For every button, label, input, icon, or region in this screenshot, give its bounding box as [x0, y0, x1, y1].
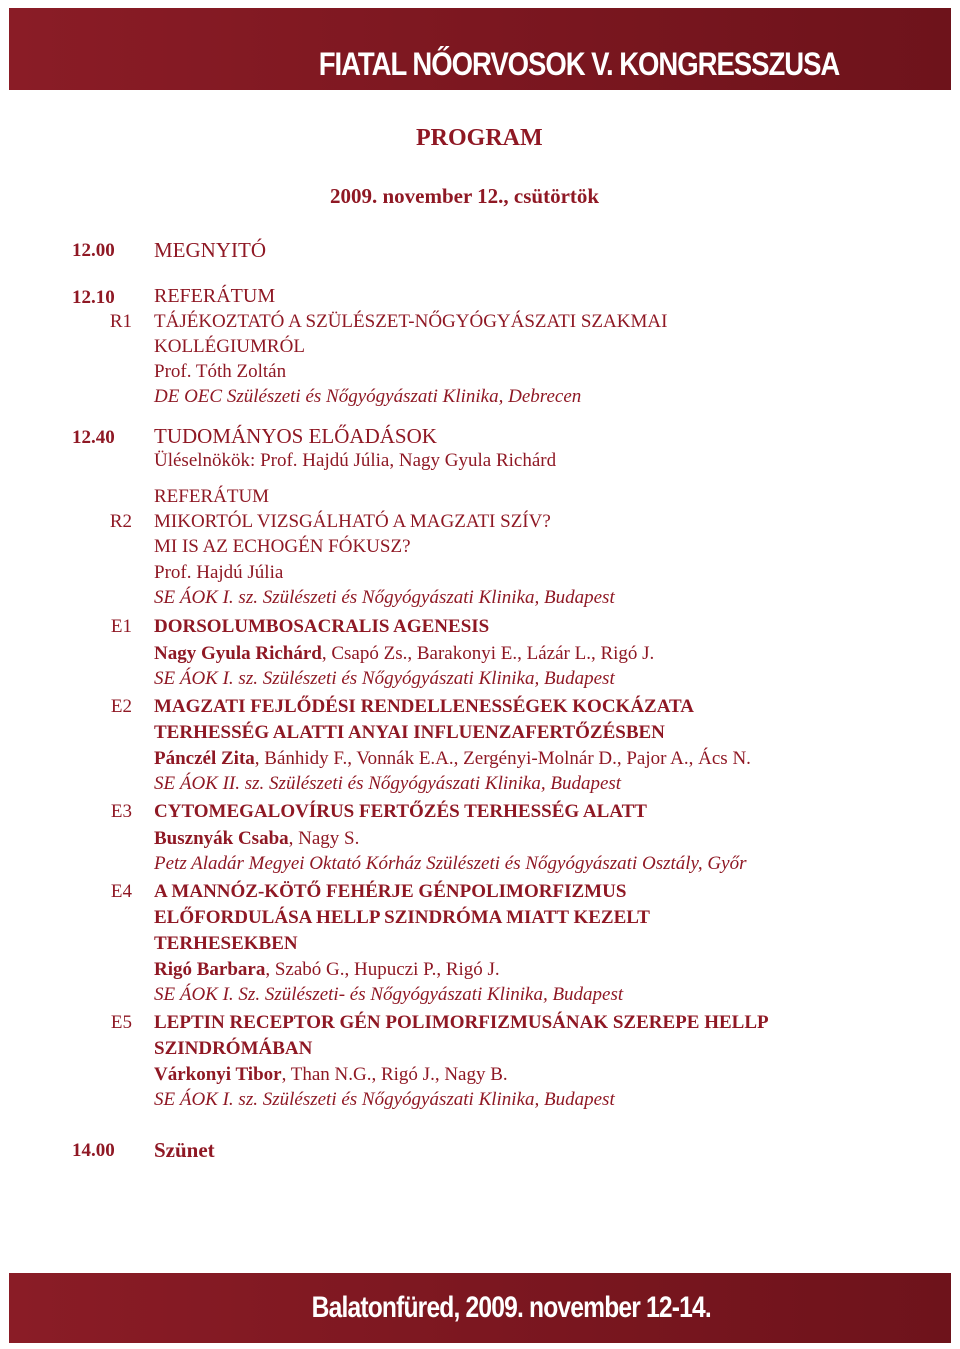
talk-title: A MANNÓZ-KÖTŐ FEHÉRJE GÉNPOLIMORFIZMUS: [154, 881, 627, 902]
talk-code: E3: [110, 801, 132, 822]
session-title: MEGNYITÓ: [154, 238, 266, 262]
program-date: 2009. november 12., csütörtök: [330, 184, 600, 208]
talk-code: E5: [110, 1012, 132, 1033]
talk-title: KOLLÉGIUMRÓL: [154, 336, 305, 357]
talk-affiliation: SE ÁOK II. sz. Szülészeti és Nőgyógyászati Klinika, Budapest: [154, 773, 622, 794]
talk-title: CYTOMEGALOVÍRUS FERTŐZÉS TERHESSÉG ALATT: [154, 801, 647, 822]
footer-banner: [9, 1273, 951, 1343]
coauthors: , Bánhidy F., Vonnák E.A., Zergényi-Molnár D., Pajor A., Ács N.: [254, 748, 751, 769]
talk-title: SZINDRÓMÁBAN: [154, 1038, 313, 1059]
session-chairs: [154, 450, 556, 472]
talk-authors: [154, 959, 500, 981]
presenter: Várkonyi Tibor: [154, 1064, 282, 1085]
talk-speaker: Prof. Hajdú Júlia: [154, 562, 284, 583]
chairs-names: Prof. Hajdú Júlia, Nagy Gyula Richárd: [260, 450, 557, 471]
talk-code: R1: [109, 311, 132, 332]
talk-label: REFERÁTUM: [154, 486, 270, 507]
talk-affiliation: DE OEC Szülészeti és Nőgyógyászati Klinika, Debrecen: [154, 386, 582, 407]
coauthors: , Nagy S.: [288, 828, 360, 849]
coauthors: , Csapó Zs., Barakonyi E., Lázár L., Rigó J.: [321, 643, 655, 664]
talk-code: E2: [110, 696, 132, 717]
session-time: 14.00: [72, 1140, 115, 1161]
talk-title: TERHESEKBEN: [154, 933, 298, 954]
footer-location-date: Balatonfüred, 2009. november 12-14.: [311, 1291, 711, 1324]
talk-title: DORSOLUMBOSACRALIS AGENESIS: [154, 616, 490, 637]
talk-authors: [154, 643, 654, 665]
talk-affiliation: Petz Aladár Megyei Oktató Kórház Szülészeti és Nőgyógyászati Osztály, Győr: [154, 853, 747, 874]
session-label: REFERÁTUM: [154, 285, 276, 307]
session-title: Szünet: [154, 1138, 215, 1162]
session-title: TUDOMÁNYOS ELŐADÁSOK: [154, 424, 437, 448]
presenter: Busznyák Csaba: [154, 828, 289, 849]
talk-authors: [154, 748, 751, 770]
congress-title: FIATAL NŐORVOSOK V. KONGRESSZUSA: [318, 46, 839, 82]
talk-title: ELŐFORDULÁSA HELLP SZINDRÓMA MIATT KEZELT: [154, 907, 650, 928]
presenter: Pánczél Zita: [154, 748, 255, 769]
talk-title: MIKORTÓL VIZSGÁLHATÓ A MAGZATI SZÍV?: [154, 511, 551, 532]
coauthors: , Than N.G., Rigó J., Nagy B.: [281, 1064, 508, 1085]
talk-affiliation: SE ÁOK I. Sz. Szülészeti- és Nőgyógyászati Klinika, Budapest: [154, 984, 624, 1005]
talk-authors: [154, 828, 359, 850]
program-title: PROGRAM: [416, 125, 543, 151]
talk-speaker: Prof. Tóth Zoltán: [154, 361, 287, 382]
chairs-label: Üléselnökök:: [154, 450, 261, 471]
talk-title: TÁJÉKOZTATÓ A SZÜLÉSZET-NŐGYÓGYÁSZATI SZAKMAI: [154, 311, 668, 332]
talk-code: R2: [109, 511, 132, 532]
talk-authors: [154, 1064, 508, 1086]
presenter: Rigó Barbara: [154, 959, 266, 980]
talk-code: E1: [110, 616, 132, 637]
presenter: Nagy Gyula Richárd: [154, 643, 322, 664]
header-banner: [9, 8, 951, 90]
session-time: 12.40: [72, 427, 115, 448]
talk-affiliation: SE ÁOK I. sz. Szülészeti és Nőgyógyászati Klinika, Budapest: [154, 668, 615, 689]
talk-title: TERHESSÉG ALATTI ANYAI INFLUENZAFERTŐZÉSBEN: [154, 722, 665, 743]
talk-title: MI IS AZ ECHOGÉN FÓKUSZ?: [154, 536, 411, 557]
session-time: 12.00: [72, 240, 115, 261]
talk-affiliation: SE ÁOK I. sz. Szülészeti és Nőgyógyászati Klinika, Budapest: [154, 587, 615, 608]
coauthors: , Szabó G., Hupuczi P., Rigó J.: [265, 959, 500, 980]
talk-code: E4: [110, 881, 132, 902]
session-time: 12.10: [72, 287, 115, 308]
talk-title: MAGZATI FEJLŐDÉSI RENDELLENESSÉGEK KOCKÁZATA: [154, 696, 695, 717]
talk-title: LEPTIN RECEPTOR GÉN POLIMORFIZMUSÁNAK SZEREPE HELLP: [154, 1012, 769, 1033]
talk-affiliation: SE ÁOK I. sz. Szülészeti és Nőgyógyászati Klinika, Budapest: [154, 1089, 615, 1110]
